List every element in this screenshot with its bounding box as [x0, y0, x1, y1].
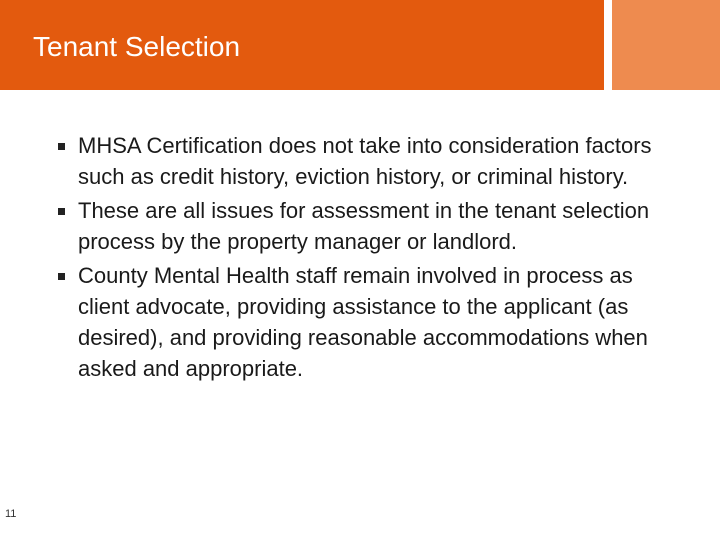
- square-bullet-icon: [58, 273, 65, 280]
- slide-title: Tenant Selection: [33, 31, 241, 62]
- page-number: 11: [5, 508, 17, 520]
- title-bar-accent: [612, 0, 720, 90]
- square-bullet-icon: [58, 143, 65, 150]
- bullet-text: These are all issues for assessment in the tenant selection process by the property manager or landlord.: [78, 198, 650, 254]
- bullet-item: [0, 260, 678, 384]
- bullet-list: [0, 130, 678, 387]
- bullet-text: MHSA Certification does not take into consideration factors such as credit history, eviction history, or criminal history.: [78, 133, 652, 189]
- bullet-item: [0, 195, 678, 257]
- bullet-item: [0, 130, 678, 192]
- bullet-text: County Mental Health staff remain involved in process as client advocate, providing assistance to the applicant (as desired), and providing reasonable accommodations when asked and appropriate.: [78, 263, 648, 381]
- square-bullet-icon: [58, 208, 65, 215]
